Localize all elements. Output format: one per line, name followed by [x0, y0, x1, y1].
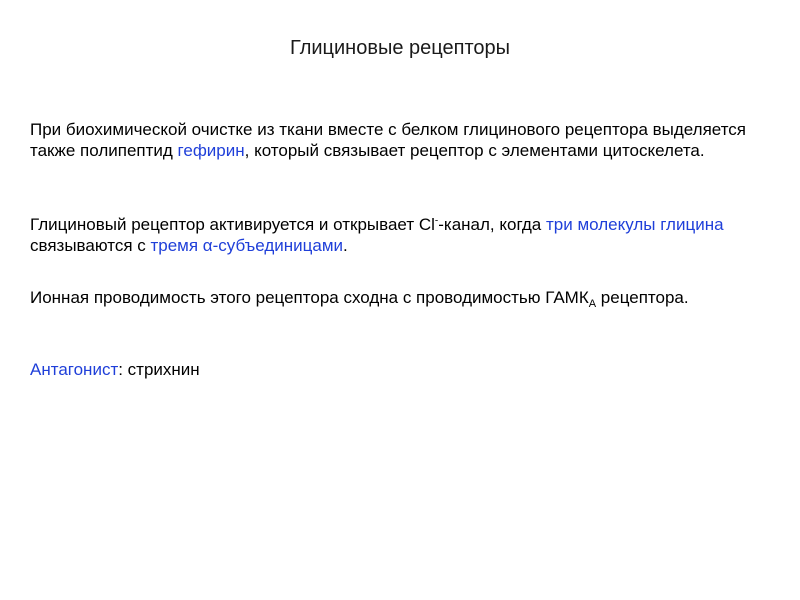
slide-title: Глициновые рецепторы [289, 37, 510, 59]
p1-text-1: При биохимической очистке из ткани вместе с белком глицинового рецептора выделяется также полипептид [30, 120, 747, 160]
highlight-antagonist: Антагонист [30, 360, 119, 379]
p3-text-1: Ионная проводимость этого рецептора сходна с проводимостью ГАМК [30, 288, 589, 307]
highlight-gephyrin: гефирин [177, 141, 245, 160]
p3-text-2: рецептора. [596, 288, 689, 307]
paragraph-antagonist [30, 359, 775, 380]
paragraph-gephyrin [30, 119, 775, 161]
paragraph-activation [30, 214, 775, 256]
p2-text-1: Глициновый рецептор активируется и открывает Cl [30, 215, 435, 234]
p2-text-4: . [343, 236, 348, 255]
gaba-subscript: А [588, 298, 597, 310]
highlight-alpha-subunits: тремя α-субъединицами [150, 236, 344, 255]
chloride-charge: - [434, 215, 439, 227]
p2-text-2: -канал, когда [438, 215, 546, 234]
p1-text-2: , который связывает рецептор с элементами цитоскелета. [244, 141, 705, 160]
p4-text-1: : стрихнин [118, 360, 200, 379]
p2-text-3: связываются с [30, 236, 151, 255]
paragraph-conductance [30, 287, 775, 308]
highlight-three-glycine: три молекулы глицина [546, 215, 724, 234]
